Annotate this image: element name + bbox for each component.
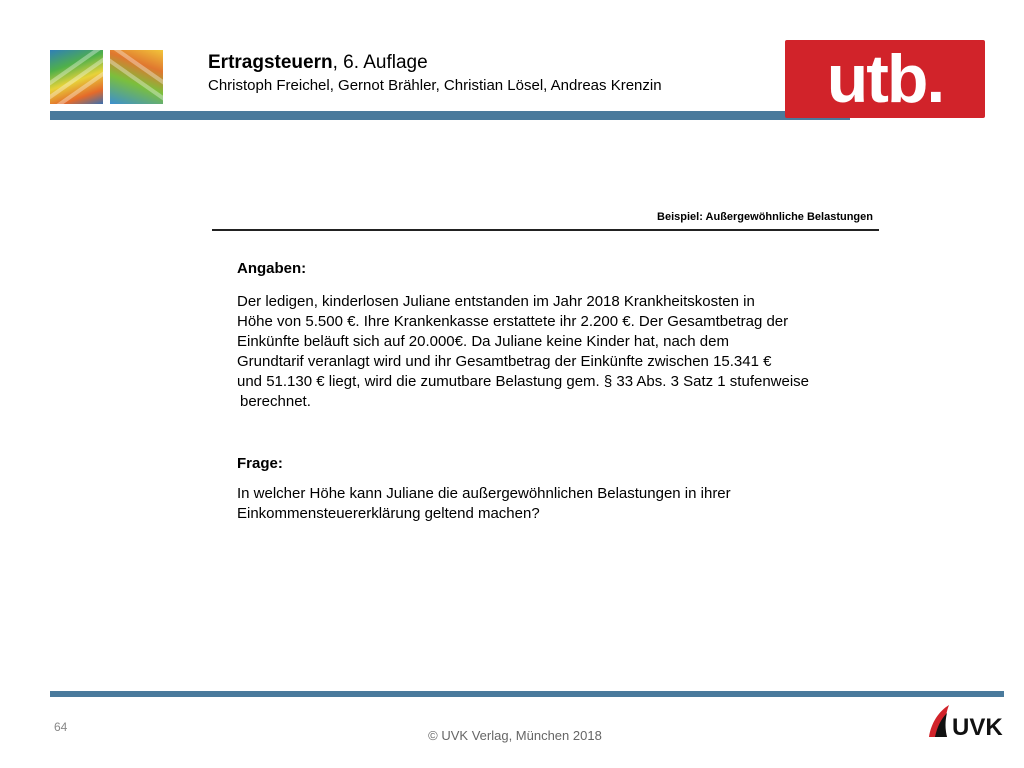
utb-logo bbox=[785, 40, 985, 118]
frage-heading: Frage: bbox=[237, 455, 283, 472]
frage-line: Einkommensteuererklärung geltend machen? bbox=[237, 505, 540, 522]
book-edition: , 6. Auflage bbox=[332, 52, 428, 73]
book-authors: Christoph Freichel, Gernot Brähler, Christian Lösel, Andreas Krenzin bbox=[208, 77, 662, 94]
utb-logo-text: utb. bbox=[826, 41, 944, 117]
angaben-line: und 51.130 € liegt, wird die zumutbare Belastung gem. § 33 Abs. 3 Satz 1 stufenweise bbox=[237, 373, 810, 390]
page-number: 64 bbox=[54, 720, 68, 734]
angaben-line: berechnet. bbox=[240, 393, 311, 410]
angaben-line: Höhe von 5.500 €. Ihre Krankenkasse erstattete ihr 2.200 €. Der Gesamtbetrag der bbox=[237, 313, 789, 330]
angaben-line: Einkünfte beläuft sich auf 20.000€. Da Juliane keine Kinder hat, nach dem bbox=[237, 333, 729, 350]
copyright-notice: © UVK Verlag, München 2018 bbox=[428, 728, 602, 743]
uvk-sail-icon bbox=[925, 703, 1005, 739]
section-title: Beispiel: Außergewöhnliche Belastungen bbox=[657, 211, 873, 223]
book-cover-thumbnail-1 bbox=[50, 50, 103, 104]
section-rule bbox=[212, 229, 879, 231]
uvk-logo-text: UVK bbox=[952, 714, 1003, 739]
frage-line: In welcher Höhe kann Juliane die außergewöhnlichen Belastungen in ihrer bbox=[237, 485, 731, 502]
book-cover-thumbnail-2 bbox=[110, 50, 163, 104]
book-title-main: Ertragsteuern bbox=[208, 52, 333, 73]
angaben-heading: Angaben: bbox=[237, 260, 307, 277]
header-divider-bar bbox=[50, 111, 850, 120]
angaben-line: Der ledigen, kinderlosen Juliane entstanden im Jahr 2018 Krankheitskosten in bbox=[237, 293, 755, 310]
uvk-logo bbox=[925, 703, 1005, 739]
footer-divider-bar bbox=[50, 691, 1004, 697]
book-title bbox=[208, 52, 428, 74]
angaben-line: Grundtarif veranlagt wird und ihr Gesamtbetrag der Einkünfte zwischen 15.341 € bbox=[237, 353, 772, 370]
